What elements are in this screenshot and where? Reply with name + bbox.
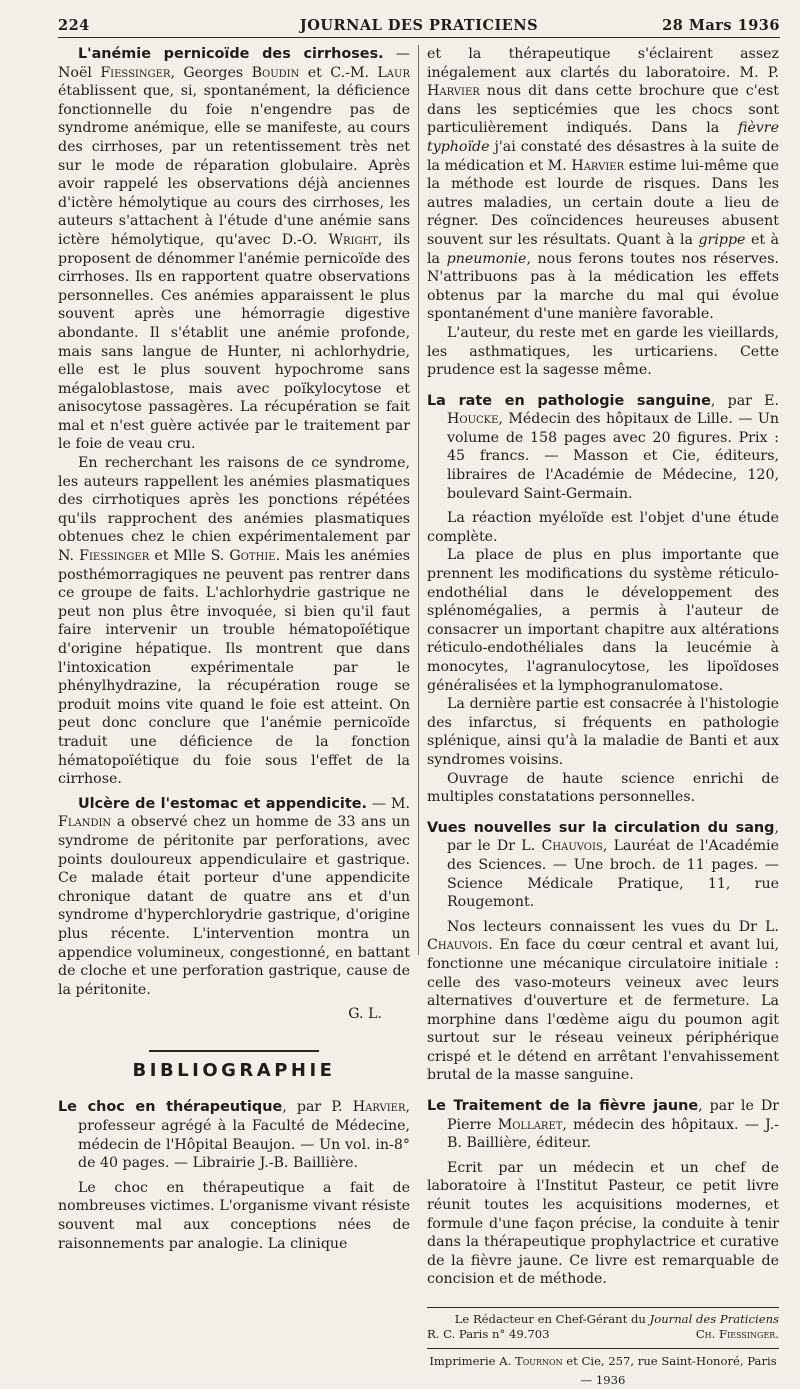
editor-credits <box>427 1312 779 1342</box>
book-rate-reference: La rate en pathologie sanguine, par E. Houcke, Médecin des hôpitaux de Lille. — Un volume de 158 pages avec 20 figures. Prix : 45 francs. — Masson et Cie, éditeurs, libraires de l'Académie de Médecine, 120, boulevard Saint-Germain. <box>427 392 779 502</box>
book-circulation-title: Vues nouvelles sur la circulation du sang <box>427 819 775 836</box>
author-name: Mollaret <box>497 1116 563 1133</box>
book-rate-review-1: La réaction myéloïde est l'objet d'une étude complète. <box>427 510 779 545</box>
author-name: Chauvois <box>541 838 603 855</box>
book-rate-review-3: La dernière partie est consacrée à l'histologie des infarctus, si fréquents en pathologie splénique, ainsi qu'à la maladie de Banti et aux syndromes voisins. <box>427 696 779 768</box>
page-number: 224 <box>58 16 90 34</box>
book-rate-title: La rate en pathologie sanguine <box>427 392 711 409</box>
journal-title: JOURNAL DES PRATICIENS <box>299 16 539 34</box>
article-ulcere-paragraph: Ulcère de l'estomac et appendicite. — M. Flandin a observé chez un homme de 33 ans un syndrome de péritonite par perforations, avec points douloureux appendiculaire et gastrique. Ce malade était porteur d'une appendicite chronique datant de quatre ans et d'un syndrome d'hyperchlorydrie gastrique, d'origine plus récente. L'intervention montra un appendice volumineux, congestionné, en battant de cloche et une perforation gastrique, cause de la péritonite. <box>58 795 410 998</box>
imprint-rule <box>427 1348 779 1349</box>
article-anemie-paragraph-1: L'anémie pernicoïde des cirrhoses. — Noël Fiessinger, Georges Boudin et C.-M. Laur établissent que, si, spontanément, la déficience fonctionnelle du foie n'engendre pas de syndrome anémique, elle se manifeste, au cours des cirrhoses, par un retentissement très net sur le mode de réparation globulaire. Après avoir rappelé les observations déjà anciennes d'ictère hémolytique au cours des cirrhoses, les auteurs s'attachent à l'étude d'une anémie sans ictère hémolytique, qu'avec D.-O. Wright, ils proposent de dénommer l'anémie pernicoïde des cirrhoses. Ils en rapportent quatre observations personnelles. Ces anémies apparaissent le plus souvent après une hémorragie digestive abondante. Il s'établit une anémie profonde, mais sans langue de Hunter, ni achlorhydrie, elle est le plus souvent hypochrome sans mégaloblastose, mais avec poïkylocytose et anisocytose passagères. La récupération se fait mal et n'est guère activée par le traitement par le foie de veau cru. <box>58 46 410 453</box>
author-name: Fiessinger <box>79 548 150 565</box>
footer-rule <box>427 1307 779 1308</box>
editor-label: Le Rédacteur en Chef-Gérant du Journal des Praticiens <box>454 1312 779 1326</box>
article-anemie-title: L'anémie pernicoïde des cirrhoses. <box>78 46 384 62</box>
book-rate-review-4: Ouvrage de haute science enrichi de multiples constatations personnelles. <box>427 770 779 806</box>
author-name: Fiessinger <box>100 64 171 81</box>
book-fievre-reference: Le Traitement de la fièvre jaune, par le Dr Pierre Mollaret, médecin des hôpitaux. — J.-B. Baillière, éditeur. <box>427 1098 780 1152</box>
issue-date: 28 Mars 1936 <box>662 16 780 34</box>
book-fievre-title: Le Traitement de la fièvre jaune <box>427 1098 699 1115</box>
left-column <box>58 45 410 1253</box>
bibliography-heading: BIBLIOGRAPHIE <box>132 1059 336 1081</box>
book-choc-review: Le choc en thérapeutique a fait de nombreuses victimes. L'organisme vivant résiste souvent mal aux conceptions nées de raisonnements par analogie. La clinique <box>58 1179 410 1252</box>
article-ulcere-title: Ulcère de l'estomac et appendicite. <box>78 795 367 812</box>
editor-name: Ch. Fiessinger. <box>695 1327 779 1341</box>
author-name: Flandin <box>58 814 112 831</box>
author-name: Gothie <box>229 548 276 565</box>
printer-imprint: Imprimerie A. Tournon et Cie, 257, rue Saint-Honoré, Paris — 1936 <box>429 1354 777 1387</box>
book-rate-review-2: La place de plus en plus importante que prennent les modifications du système réticulo-endothélial dans le développement des splénomégalies, a permis à l'auteur de consacrer un important chapitre aux altérations réticulo-endothéliales dans la leucémie à monocytes, l'agranulocytose, les lipoïdoses généralisées et la lymphogranulomatose. <box>427 547 779 694</box>
author-name: Harvier <box>427 83 480 100</box>
book-choc-review-continued: et la thérapeutique s'éclairent assez inégalement aux clartés du laboratoire. M. P. Harvier nous dit dans cette brochure que c'est dans les septicémies que les chocs sont particulièrement indiqués. Dans la fièvre typhoïde j'ai constaté des désastres à la suite de la médication et M. Harvier estime lui-même que la méthode est lourde de risques. Dans les autres maladies, un certain doute a lieu de régner. Des coïncidences heureuses abusent souvent sur les résultats. Quant à la grippe et à la pneumonie, nous ferons toutes nos réserves. N'attribuons pas à la médication les effets obtenus par la marche du mal qui évolue spontanément d'une manière favorable. <box>427 46 780 323</box>
author-name: Laur <box>377 64 410 81</box>
registration-number: R. C. Paris n° 49.703 <box>427 1327 550 1341</box>
article-signature: G. L. <box>348 1006 382 1023</box>
book-choc-review-conclusion: L'auteur, du reste met en garde les vieillards, les asthmatiques, les urticariens. Cette prudence est la sagesse même. <box>427 324 779 379</box>
book-circulation-reference: Vues nouvelles sur la circulation du sang, par le Dr L. Chauvois, Lauréat de l'Académie des Sciences. — Une broch. de 11 pages. — Science Médicale Pratique, 11, rue Rougemont. <box>427 819 779 911</box>
author-name: Wright <box>328 231 378 248</box>
article-anemie-paragraph-2: En recherchant les raisons de ce syndrome, les auteurs rappellent les anémies plasmatiques des cirrhotiques après les ponctions répétées qu'ils rapprochent des anémies plasmatiques obtenues chez le chien expérimentalement par N. Fiessinger et Mlle S. Gothie. Mais les anémies posthémorragiques ne peuvent pas rentrer dans ce groupe de faits. L'achlorhydrie gastrique ne peut non plus être invoquée, si bien qu'il faut faire intervenir un trouble hématopoïétique d'origine hépatique. Ils montrent que dans l'intoxication expérimentale par le phénylhydrazine, la récupération rouge se produit moins vite quand le foie est atteint. On peut donc conclure que l'anémie pernicoïde traduit une déficience de la fonction hématopoïétique du foie sous l'effet de la cirrhose. <box>58 455 411 788</box>
header-rule <box>58 37 780 38</box>
column-divider <box>418 45 419 955</box>
book-fievre-review: Ecrit par un médecin et un chef de laboratoire à l'Institut Pasteur, ce petit livre réunit toutes les acquisitions modernes, et formule d'une façon précise, la conduite à tenir dans la thérapeutique prophylactrice et curative de la fièvre jaune. Ce livre est remarquable de concision et de méthode. <box>427 1159 779 1288</box>
bibliography-rule <box>149 1050 319 1052</box>
author-name: Harvier <box>571 157 625 174</box>
book-circulation-review: Nos lecteurs connaissent les vues du Dr L. Chauvois. En face du cœur central et avant lui, fonctionne une mécanique circulatoire initiale : celle des vaso-moteurs veineux avec leurs alternatives d'ouverture et de fermeture. La morphine dans l'œdème aigu du poumon agit surtout sur le réseau veineux périphérique crispé et le détend en arrêtant l'envahissement brutal de la masse sanguine. <box>427 918 779 1084</box>
right-column <box>427 45 779 1389</box>
book-choc-title: Le choc en thérapeutique <box>58 1099 283 1116</box>
author-name: Harvier <box>352 1099 406 1116</box>
author-name: Houcke <box>447 411 499 428</box>
author-name: Chauvois <box>427 937 489 954</box>
book-choc-reference: Le choc en thérapeutique, par P. Harvier, professeur agrégé à la Faculté de Médecine, médecin de l'Hôpital Beaujon. — Un vol. in-8° de 40 pages. — Librairie J.-B. Baillière. <box>58 1099 410 1172</box>
page-header <box>58 14 780 36</box>
author-name: Boudin <box>251 64 300 81</box>
